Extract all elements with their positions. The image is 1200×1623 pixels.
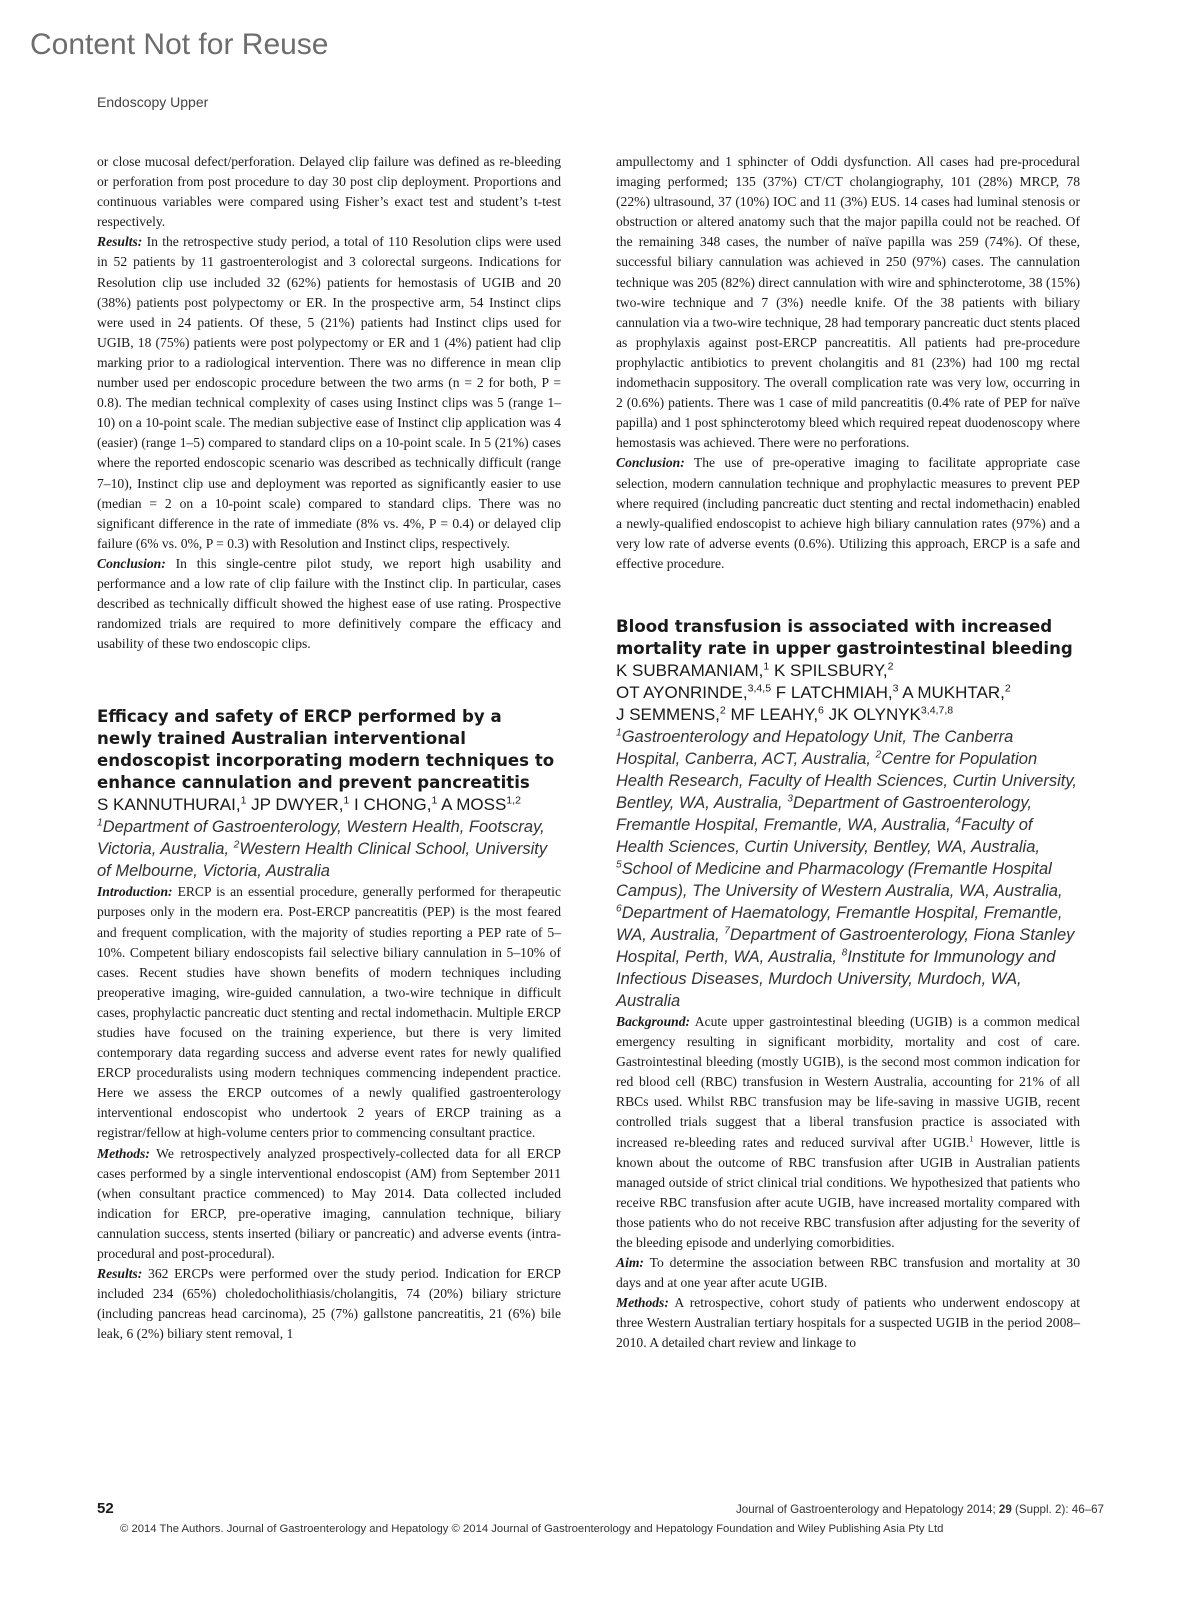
author-name: JK OLYNYK xyxy=(823,704,921,724)
transfusion-affiliations xyxy=(616,726,1080,1012)
author-sup: 1 xyxy=(431,794,438,807)
journal-name: Journal of Gastroenterology and Hepatology 2014; xyxy=(735,1503,999,1516)
affil-text: Centre for Population Health Research, Faculty of Health Sciences, Curtin University, Bentley, WA, Australia, xyxy=(616,749,1077,812)
author-name: F LATCHMIAH, xyxy=(771,682,893,702)
ercp-abstract-title: Efficacy and safety of ERCP performed by a newly trained Australian interventional endoscopist incorporating modern techniques to enhance cannulation and prevent pancreatitis xyxy=(97,707,555,793)
affil-text: Institute for Immunology and Infectious Diseases, Murdoch University, Murdoch, WA, Australia xyxy=(616,947,1056,1010)
conclusion-text: The use of pre-operative imaging to facilitate appropriate case selection, modern cannulation technique and prophylactic measures to prevent PEP where required (including pancreatic duct stenting and rectal indomethacin) enabled a newly-qualified endoscopist to achieve high biliary cannulation rates (97%) and a very low rate of adverse events (0.6%). Utilizing this approach, ERCP is a safe and effective procedure. xyxy=(616,455,1081,571)
methods-label: Methods: xyxy=(97,1145,150,1161)
right-column xyxy=(616,152,1080,1354)
running-head: Endoscopy Upper xyxy=(97,94,209,110)
results-label: Results: xyxy=(97,234,143,250)
author-sup: 1 xyxy=(240,794,247,807)
transfusion-methods xyxy=(616,1293,1080,1353)
affil-text: Department of Haematology, Fremantle Hospital, Fremantle, WA, Australia, xyxy=(616,903,1063,944)
author-name: K SPILSBURY, xyxy=(769,660,888,680)
author-name: S KANNUTHURAI, xyxy=(97,795,241,815)
transfusion-background xyxy=(616,1012,1080,1253)
left-column xyxy=(97,152,561,1345)
author-name: J SEMMENS, xyxy=(616,704,720,724)
results-label: Results: xyxy=(97,1266,143,1282)
affil-text: Faculty of Health Sciences, Curtin University, Bentley, WA, Australia, xyxy=(616,815,1040,856)
affil-sup: 7 xyxy=(724,925,730,937)
transfusion-authors xyxy=(616,660,1080,726)
author-sup: 2 xyxy=(719,704,726,717)
ercp-results xyxy=(97,1264,561,1344)
transfusion-aim xyxy=(616,1253,1080,1293)
affil-text: Western Health Clinical School, University of Melbourne, Victoria, Australia xyxy=(97,840,548,881)
journal-issue-pages: (Suppl. 2): 46–67 xyxy=(1011,1503,1104,1516)
left-results-paragraph xyxy=(97,232,561,554)
author-name: JP DWYER, xyxy=(246,795,344,815)
author-sup: 3,4,5 xyxy=(747,682,772,695)
affil-sup: 1 xyxy=(616,727,622,739)
author-name: K SUBRAMANIAM, xyxy=(616,660,764,680)
ercp-methods xyxy=(97,1144,561,1265)
author-name: I CHONG, xyxy=(349,795,432,815)
affil-sup: 8 xyxy=(841,947,848,959)
page-number: 52 xyxy=(97,1500,114,1517)
author-sup: 3,4,7,8 xyxy=(920,704,954,717)
author-sup: 1,2 xyxy=(506,794,521,807)
author-sup: 1 xyxy=(763,660,770,673)
journal-volume: 29 xyxy=(998,1503,1012,1516)
affil-text: School of Medicine and Pharmacology (Fremantle Hospital Campus), The University of Western Australia, WA, Australia, xyxy=(616,859,1063,900)
affil-text: Department of Gastroenterology, Fremantle Hospital, Fremantle, WA, Australia, xyxy=(616,793,1032,834)
affil-sup: 2 xyxy=(875,749,882,761)
aim-label: Aim: xyxy=(616,1255,644,1271)
affil-sup: 1 xyxy=(97,817,103,829)
background-text-cont: However, little is known about the outcome of RBC transfusion after UGIB in Australian patients managed outside of strict clinical trial conditions. We hypothesized that patients who receive RBC transfusion after acute UGIB, have increased mortality compared with those patients who do not receive RBC transfusion after adjusting for the severity of the bleeding episode and underlying comorbidities. xyxy=(616,1134,1080,1250)
affil-text: Gastroenterology and Hepatology Unit, The Canberra Hospital, Canberra, ACT, Australia, xyxy=(616,727,1014,768)
conclusion-text: In this single-centre pilot study, we report high usability and performance and a low rate of clip failure with the Instinct clip. In particular, cases described as technically difficult showed the highest ease of use rating. Prospective randomized trials are required to more definitively compare the efficacy and usability of these two endoscopic clips. xyxy=(97,555,561,652)
left-continued-text: or close mucosal defect/perforation. Delayed clip failure was defined as re-bleeding or perforation from post procedure to day 30 post clip deployment. Proportions and continuous variables were compared using Fisher’s exact test and student’s t-test respectively. xyxy=(97,154,561,230)
introduction-text: ERCP is an essential procedure, generally performed for therapeutic purposes only in the modern era. Post-ERCP pancreatitis (PEP) is the most feared and frequent complication, with the majority of studies reporting a PEP rate of 5–10%. Competent biliary endoscopists fail selective biliary cannulation in 5–10% of cases. Recent studies have shown benefits of modern techniques including preoperative imaging, wire-guided cannulation, a two-wire technique in difficult cases, prophylactic pancreatic duct stenting and rectal indomethacin. Multiple ERCP studies have focused on the training experience, but there is very limited contemporary data regarding success and adverse event rates for newly qualified ERCP proceduralists using modern techniques commencing independent practice. Here we assess the ERCP outcomes of a newly qualified gastroenterology interventional endoscopist who undertook 2 years of ERCP training as a registrar/fellow at high-volume centers prior to commencing consultant practice. xyxy=(97,884,561,1141)
copyright-notice: © 2014 The Authors. Journal of Gastroenterology and Hepatology © 2014 Journal of Gastroenterology and Hepatology Foundation and Wiley Publishing Asia Pty Ltd xyxy=(120,1523,944,1535)
ercp-introduction xyxy=(97,882,561,1143)
author-sup: 6 xyxy=(818,704,824,717)
affil-sup: 3 xyxy=(787,793,793,805)
author-sup: 3 xyxy=(892,682,899,695)
author-sup: 1 xyxy=(343,794,350,807)
affil-sup: 4 xyxy=(955,815,961,827)
affil-sup: 5 xyxy=(616,859,622,871)
affil-text: Department of Gastroenterology, Western Health, Footscray, Victoria, Australia, xyxy=(97,818,545,859)
author-sup: 2 xyxy=(887,660,894,673)
right-continued-text: ampullectomy and 1 sphincter of Oddi dysfunction. All cases had pre-procedural imaging performed; 135 (37%) CT/CT cholangiography, 101 (28%) MRCP, 78 (22%) ultrasound, 37 (10%) IOC and 11 (3%) EUS. 14 cases had luminal stenosis or obstruction or altered anatomy such that the major papilla could not be reached. Of the remaining 348 cases, the number of naïve papilla was 259 (74%). Of these, successful biliary cannulation was achieved in 250 (97%) cases. The cannulation technique was 205 (82%) direct cannulation with wire and sphincterotome, 38 (15%) two-wire technique and 7 (3%) needle knife. Of the 38 patients with biliary cannulation via a two-wire technique, 28 had temporary pancreatic duct stents placed as prophylaxis against post-ERCP pancreatitis. All patients had pre-procedure prophylactic antibiotics to prevent cholangitis and 81 (23%) had 100 mg rectal indomethacin suppository. The overall complication rate was very low, occurring in 2 (0.6%) patients. There was 1 case of mild pancreatitis (0.4% rate of PEP for naïve papilla) and 1 post sphincterotomy bleed which required repeat duodenoscopy where hemostasis was achieved. There were no perforations. xyxy=(616,154,1080,451)
aim-text: To determine the association between RBC transfusion and mortality at 30 days and at one year after acute UGIB. xyxy=(616,1255,1080,1291)
journal-citation xyxy=(736,1503,1104,1516)
left-conclusion-paragraph xyxy=(97,554,561,654)
background-text: Acute upper gastrointestinal bleeding (UGIB) is a common medical emergency resulting in significant morbidity, mortality and cost of care. Gastrointestinal bleeding (mostly UGIB), is the second most common indication for red blood cell (RBC) transfusion in Western Australia, accounting for 21% of all RBCs used. Whilst RBC transfusion may be life-saving in massive UGIB, recent controlled trials suggest that a liberal transfusion practice is associated with increased re-bleeding rates and reduced survival after UGIB. xyxy=(616,1013,1080,1150)
affil-sup: 2 xyxy=(233,839,240,851)
conclusion-label: Conclusion: xyxy=(616,455,685,471)
author-name: OT AYONRINDE, xyxy=(616,682,748,702)
methods-text: A retrospective, cohort study of patients who underwent endoscopy at three Western Australian tertiary hospitals for a suspected UGIB in the period 2008–2010. A detailed chart review and linkage to xyxy=(616,1295,1081,1351)
results-text: 362 ERCPs were performed over the study period. Indication for ERCP included 234 (65%) choledocholithiasis/cholangitis, 74 (20%) biliary stricture (including pancreas head carcinoma), 25 (7%) gallstone pancreatitis, 21 (6%) bile leak, 6 (2%) biliary stent removal, 1 xyxy=(97,1266,561,1342)
right-conclusion-paragraph xyxy=(616,453,1080,574)
introduction-label: Introduction: xyxy=(97,884,173,900)
watermark: Content Not for Reuse xyxy=(30,28,329,61)
background-label: Background: xyxy=(616,1013,691,1029)
conclusion-label: Conclusion: xyxy=(97,555,166,571)
author-name: A MUKHTAR, xyxy=(898,682,1005,702)
reference-sup: 1 xyxy=(969,1133,974,1143)
results-text: In the retrospective study period, a total of 110 Resolution clips were used in 52 patients by 11 gastroenterologist and 3 colorectal surgeons. Indications for Resolution clip use included 32 (62%) patients for hemostasis of UGIB and 20 (38%) patients post polypectomy or ER. In the prospective arm, 54 Instinct clips were used in 24 patients. Of these, 5 (21%) patients had Instinct clips used for UGIB, 18 (75%) patients were post polypectomy or ER and 1 (4%) patient had clip marking prior to a radiological intervention. There was no difference in mean clip number used per endoscopic procedure between the two arms (n = 2 for both, P = 0.8). The median technical complexity of cases using Instinct clips was 5 (range 1–10) on a 10-point scale. The median subjective ease of Instinct clip application was 4 (easier) (range 1–5) compared to standard clips on a 10-point scale. In 5 (21%) cases where the reported endoscopic scenario was described as technically difficult (range 7–10), Instinct clip use and deployment was reported as significantly easier to use (median = 2 on a 10-point scale) compared to standard clips. There was no significant difference in the rate of immediate (8% vs. 4%, P = 0.4) or delayed clip failure (6% vs. 0%, P = 0.3) with Resolution and Instinct clips, respectively. xyxy=(97,234,561,551)
affil-text: Department of Gastroenterology, Fiona Stanley Hospital, Perth, WA, Australia, xyxy=(616,925,1075,966)
ercp-authors xyxy=(97,794,561,816)
methods-text: We retrospectively analyzed prospectively-collected data for all ERCP cases performed by a single interventional endoscopist (AM) from September 2011 (when consultant practice commenced) to May 2014. Data collected included indication for ERCP, pre-operative imaging, cannulation technique, biliary cannulation success, stents inserted (biliary or pancreatic) and adverse events (intra-procedural and post-procedural). xyxy=(97,1145,561,1262)
author-sup: 2 xyxy=(1004,682,1011,695)
author-name: MF LEAHY, xyxy=(725,704,819,724)
author-name: A MOSS xyxy=(437,795,507,815)
methods-label: Methods: xyxy=(616,1295,669,1311)
transfusion-abstract-title: Blood transfusion is associated with increased mortality rate in upper gastrointestinal bleeding xyxy=(616,616,1073,658)
ercp-affiliations xyxy=(97,816,561,882)
affil-sup: 6 xyxy=(616,903,622,915)
